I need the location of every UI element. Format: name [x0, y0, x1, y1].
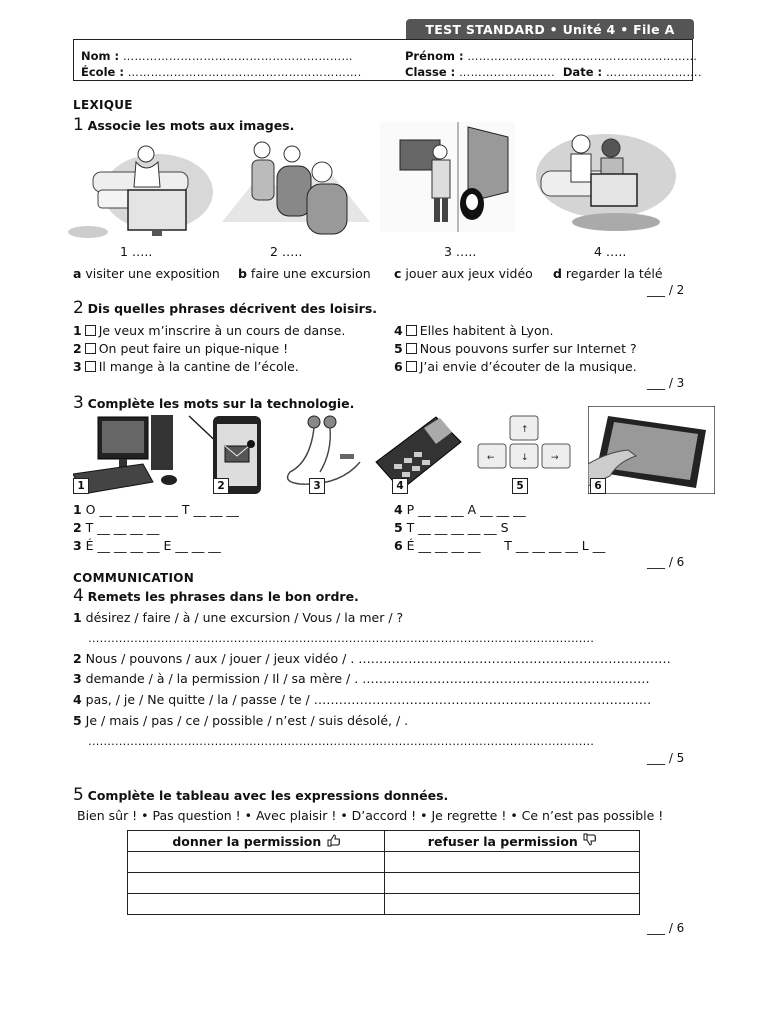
q4-answer-5[interactable]: ……………………………………………………………………………………………………………………: [88, 734, 594, 748]
table-cell[interactable]: [385, 894, 640, 915]
col-donner-header: donner la permission: [128, 831, 385, 852]
q1-title: Associe les mots aux images.: [87, 118, 295, 133]
q3-box-5: 5: [512, 478, 528, 494]
checkbox-3[interactable]: [85, 361, 96, 372]
q2-item-1: 1 Je veux m’inscrire à un cours de danse.: [73, 323, 346, 338]
q1-image-label-1[interactable]: 1 …..: [120, 244, 153, 259]
ecole-field[interactable]: …………………………………………………….: [127, 66, 362, 79]
q5-title: Complète le tableau avec les expressions données.: [87, 788, 449, 803]
q1-number: 1: [73, 115, 84, 135]
date-label: Date :: [562, 65, 603, 79]
q1-option-b: b faire une excursion: [238, 266, 371, 281]
q2-item-2: 2 On peut faire un pique-nique !: [73, 341, 289, 356]
image-tablet: [588, 406, 715, 494]
col-refuser-header: refuser la permission: [385, 831, 640, 852]
checkbox-5[interactable]: [406, 343, 417, 354]
nom-field[interactable]: ……………………………………………………: [122, 50, 353, 63]
table-cell[interactable]: [128, 873, 385, 894]
q4-line-3[interactable]: 3 demande / à / la permission / Il / sa mère / . ……………………………………………………………: [73, 671, 650, 686]
q3-box-3: 3: [309, 478, 325, 494]
section-communication: COMMUNICATION: [73, 571, 195, 585]
q3-word-1[interactable]: 1 O __ __ __ __ __ T __ __ __: [73, 502, 239, 517]
q3-box-6: 6: [590, 478, 606, 494]
q3-box-2: 2: [213, 478, 229, 494]
date-field[interactable]: …………………….: [605, 66, 702, 79]
q5-score: ___ / 6: [647, 921, 685, 935]
image-mobile-phone: [366, 412, 464, 494]
q4-line-4[interactable]: 4 pas, / je / Ne quitte / la / passe / te / ………………………………………………………………………: [73, 692, 652, 707]
q4-heading: [73, 586, 359, 606]
q1-option-c: c jouer aux jeux vidéo: [394, 266, 533, 281]
q5-number: 5: [73, 785, 84, 805]
q2-score: ___ / 3: [647, 376, 685, 390]
q1-option-a: a visiter une exposition: [73, 266, 220, 281]
q3-heading: [73, 393, 354, 413]
svg-text:→: →: [551, 453, 559, 463]
q3-word-5[interactable]: 5 T __ __ __ __ __ S: [394, 520, 509, 535]
q4-score: ___ / 5: [647, 751, 685, 765]
checkbox-1[interactable]: [85, 325, 96, 336]
q1-option-d: d regarder la télé: [553, 266, 663, 281]
q3-word-4[interactable]: 4 P __ __ __ A __ __ __: [394, 502, 526, 517]
q4-line-5: 5 Je / mais / pas / ce / possible / n’est / suis désolé, / .: [73, 713, 409, 728]
q3-title: Complète les mots sur la technologie.: [87, 396, 355, 411]
test-header-tab: TEST STANDARD • Unité 4 • File A: [406, 19, 694, 39]
q3-word-3[interactable]: 3 É __ __ __ __ E __ __ __: [73, 538, 221, 553]
image-exhibition: [380, 122, 515, 232]
svg-text:←: ←: [487, 453, 495, 463]
ecole-row: [81, 65, 362, 79]
q2-title: Dis quelles phrases décrivent des loisirs.: [87, 301, 378, 316]
q5-expressions: Bien sûr ! • Pas question ! • Avec plaisir ! • D’accord ! • Je regrette ! • Ce n’est pas possible !: [77, 808, 664, 823]
q3-word-6[interactable]: 6 É __ __ __ __ T __ __ __ __ L __: [394, 538, 606, 553]
prenom-row: [405, 49, 697, 63]
checkbox-2[interactable]: [85, 343, 96, 354]
prenom-field[interactable]: ……………………………………………………: [467, 50, 698, 63]
classe-date-row: [405, 65, 702, 79]
svg-text:↑: ↑: [521, 425, 529, 435]
section-lexique: LEXIQUE: [73, 98, 133, 112]
q1-score: ___ / 2: [647, 283, 685, 297]
q2-heading: [73, 298, 377, 318]
table-cell[interactable]: [385, 873, 640, 894]
q4-number: 4: [73, 586, 84, 606]
nom-row: [81, 49, 353, 63]
image-computer: [73, 412, 185, 494]
q3-number: 3: [73, 393, 84, 413]
thumbs-up-icon: [326, 833, 340, 847]
nom-label: Nom :: [81, 49, 120, 63]
checkbox-4[interactable]: [406, 325, 417, 336]
q4-answer-1[interactable]: ……………………………………………………………………………………………………………………: [88, 631, 594, 645]
ecole-label: École :: [81, 65, 124, 79]
q3-score: ___ / 6: [647, 555, 685, 569]
q4-line-1: 1 désirez / faire / à / une excursion / Vous / la mer / ?: [73, 610, 404, 625]
q3-box-4: 4: [392, 478, 408, 494]
checkbox-6[interactable]: [406, 361, 417, 372]
q1-image-label-4[interactable]: 4 …..: [594, 244, 627, 259]
q2-number: 2: [73, 298, 84, 318]
q3-word-2[interactable]: 2 T __ __ __ __: [73, 520, 160, 535]
image-watching-tv: [68, 132, 216, 240]
q2-item-4: 4 Elles habitent à Lyon.: [394, 323, 554, 338]
prenom-label: Prénom :: [405, 49, 464, 63]
thumbs-down-icon: [582, 833, 596, 847]
q1-image-label-2[interactable]: 2 …..: [270, 244, 303, 259]
q4-title: Remets les phrases dans le bon ordre.: [87, 589, 359, 604]
table-cell[interactable]: [128, 894, 385, 915]
q2-item-6: 6 J’ai envie d’écouter de la musique.: [394, 359, 637, 374]
q3-box-1: 1: [73, 478, 89, 494]
classe-field[interactable]: …………………….: [459, 66, 556, 79]
q5-heading: [73, 785, 448, 805]
q2-item-3: 3 Il mange à la cantine de l’école.: [73, 359, 299, 374]
table-cell[interactable]: [385, 852, 640, 873]
table-cell[interactable]: [128, 852, 385, 873]
q2-item-5: 5 Nous pouvons surfer sur Internet ?: [394, 341, 637, 356]
q4-line-2[interactable]: 2 Nous / pouvons / aux / jouer / jeux vidéo / . …………………………………………………………………: [73, 651, 671, 666]
image-hikers: [222, 132, 370, 240]
q1-image-label-3[interactable]: 3 …..: [444, 244, 477, 259]
image-video-games: [536, 126, 676, 234]
permission-table: [127, 830, 640, 915]
svg-text:↓: ↓: [521, 453, 529, 463]
classe-label: Classe :: [405, 65, 456, 79]
